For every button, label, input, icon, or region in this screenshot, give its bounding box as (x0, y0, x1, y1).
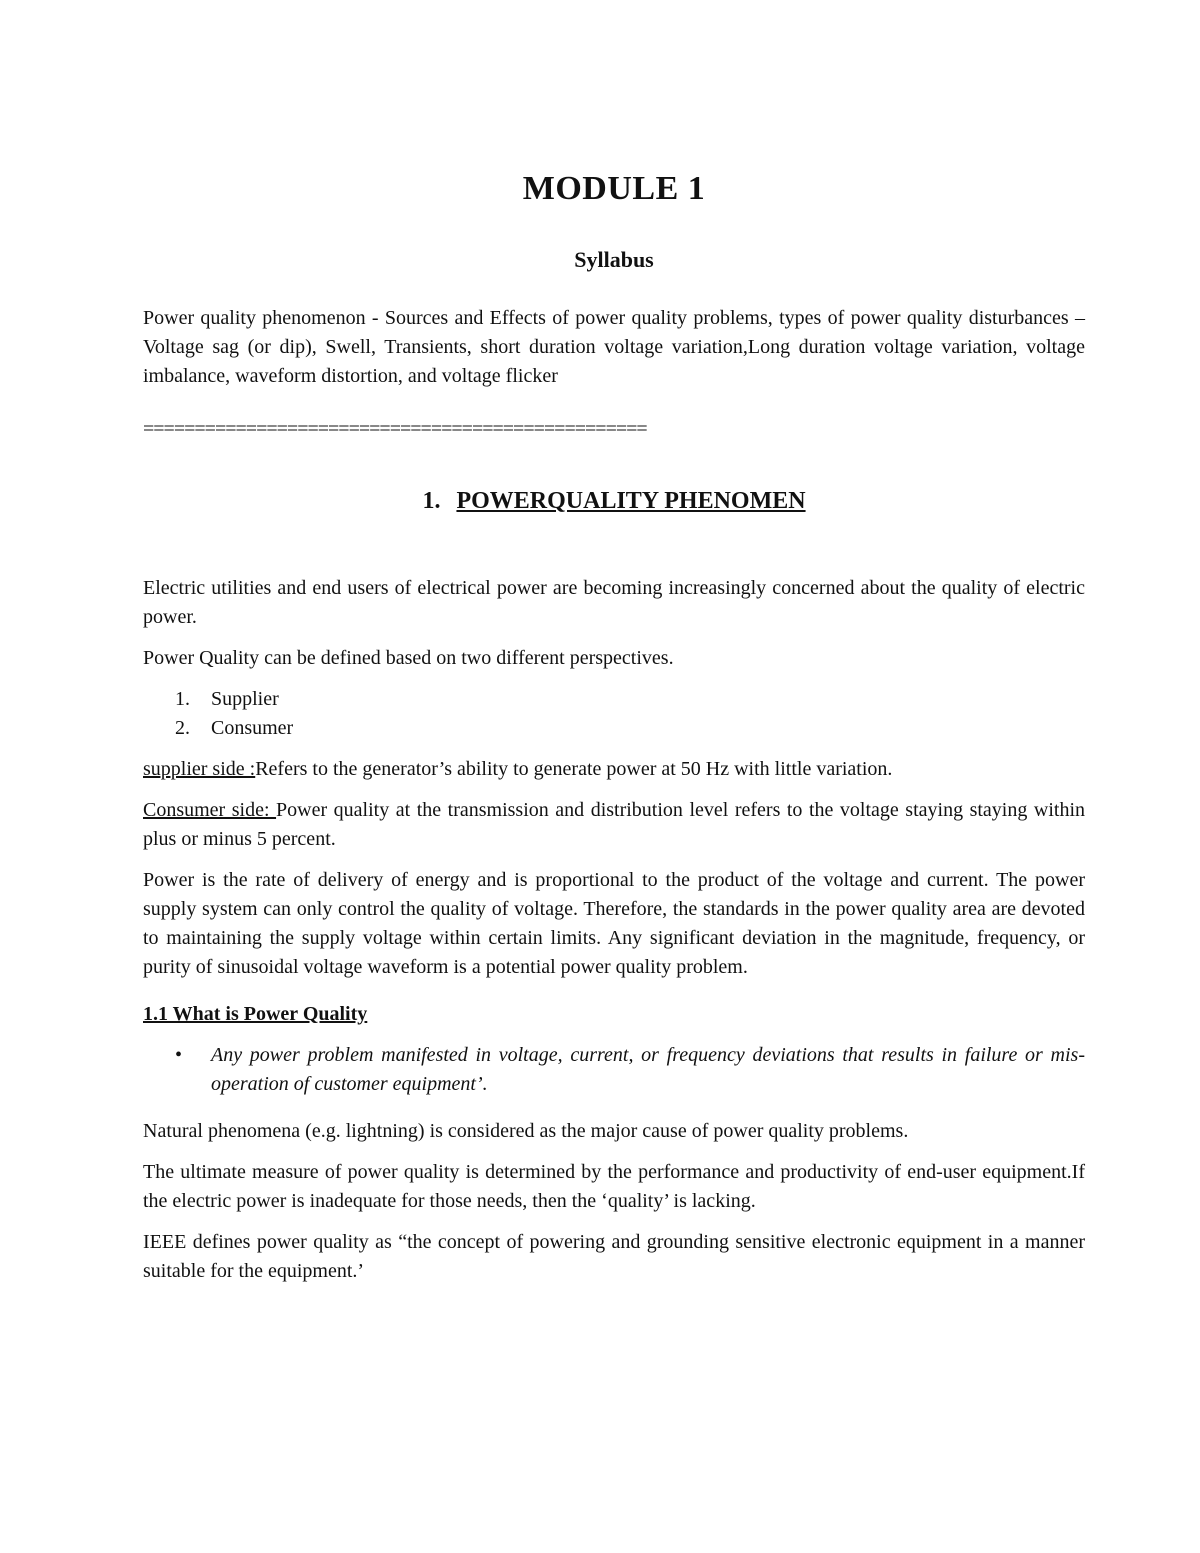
section-1-title: POWERQUALITY PHENOMEN (456, 488, 806, 514)
perspectives-list (143, 685, 1085, 743)
bullet-icon: • (175, 1044, 183, 1066)
section-1-heading (143, 489, 1085, 513)
list-item (143, 714, 1085, 743)
list-item-number: 2. (175, 717, 190, 739)
bullet-text: Any power problem manifested in voltage, current, or frequency deviations that results in failure or mis-operation of customer equipment’. (211, 1044, 1085, 1095)
definition-bullet (143, 1041, 1085, 1099)
perspectives-intro: Power Quality can be defined based on two different perspectives. (143, 647, 674, 669)
natural-phenomena-paragraph: Natural phenomena (e.g. lightning) is considered as the major cause of power quality problems. (143, 1120, 909, 1142)
supplier-side-text: Refers to the generator’s ability to generate power at 50 Hz with little variation. (255, 758, 893, 780)
ieee-definition-paragraph: IEEE defines power quality as “the concept of powering and grounding sensitive electronic equipment in a manner suitable for the equipment.’ (143, 1231, 1085, 1282)
section-1-number: 1. (422, 488, 441, 514)
syllabus-title: Syllabus (574, 247, 654, 272)
supplier-side-label: supplier side : (143, 758, 256, 780)
list-item (143, 685, 1085, 714)
consumer-side-label: Consumer side: (143, 799, 277, 821)
syllabus-text: Power quality phenomenon - Sources and Effects of power quality problems, types of power quality disturbances – Voltage sag (or dip), Swell, Transients, short duration voltage variation,Long duration voltage variation, voltage imbalance, waveform distortion, and voltage flicker (143, 307, 1085, 387)
power-definition-paragraph: Power is the rate of delivery of energy and is proportional to the product of the voltage and current. The power supply system can only control the quality of voltage. Therefore, the standards in the power quality area are devoted to maintaining the supply voltage within certain limits. Any significant deviation in the magnitude, frequency, or purity of sinusoidal voltage waveform is a potential power quality problem. (143, 869, 1085, 978)
ultimate-measure-paragraph: The ultimate measure of power quality is determined by the performance and productivity of end-user equipment.If the electric power is inadequate for those needs, then the ‘quality’ is lacking. (143, 1161, 1085, 1212)
section-divider: ================================================= (143, 418, 647, 440)
list-item-label: Supplier (211, 688, 279, 710)
list-item-label: Consumer (211, 717, 294, 739)
consumer-side-text: Power quality at the transmission and distribution level refers to the voltage staying staying within plus or minus 5 percent. (143, 799, 1085, 850)
intro-paragraph: Electric utilities and end users of electrical power are becoming increasingly concerned about the quality of electric power. (143, 577, 1085, 628)
module-title: MODULE 1 (522, 170, 706, 207)
consumer-side-paragraph (143, 796, 1085, 854)
list-item-number: 1. (175, 688, 190, 710)
page-content (143, 160, 1085, 1286)
supplier-side-paragraph (143, 755, 1085, 784)
section-1-1-heading: 1.1 What is Power Quality (143, 1003, 368, 1025)
